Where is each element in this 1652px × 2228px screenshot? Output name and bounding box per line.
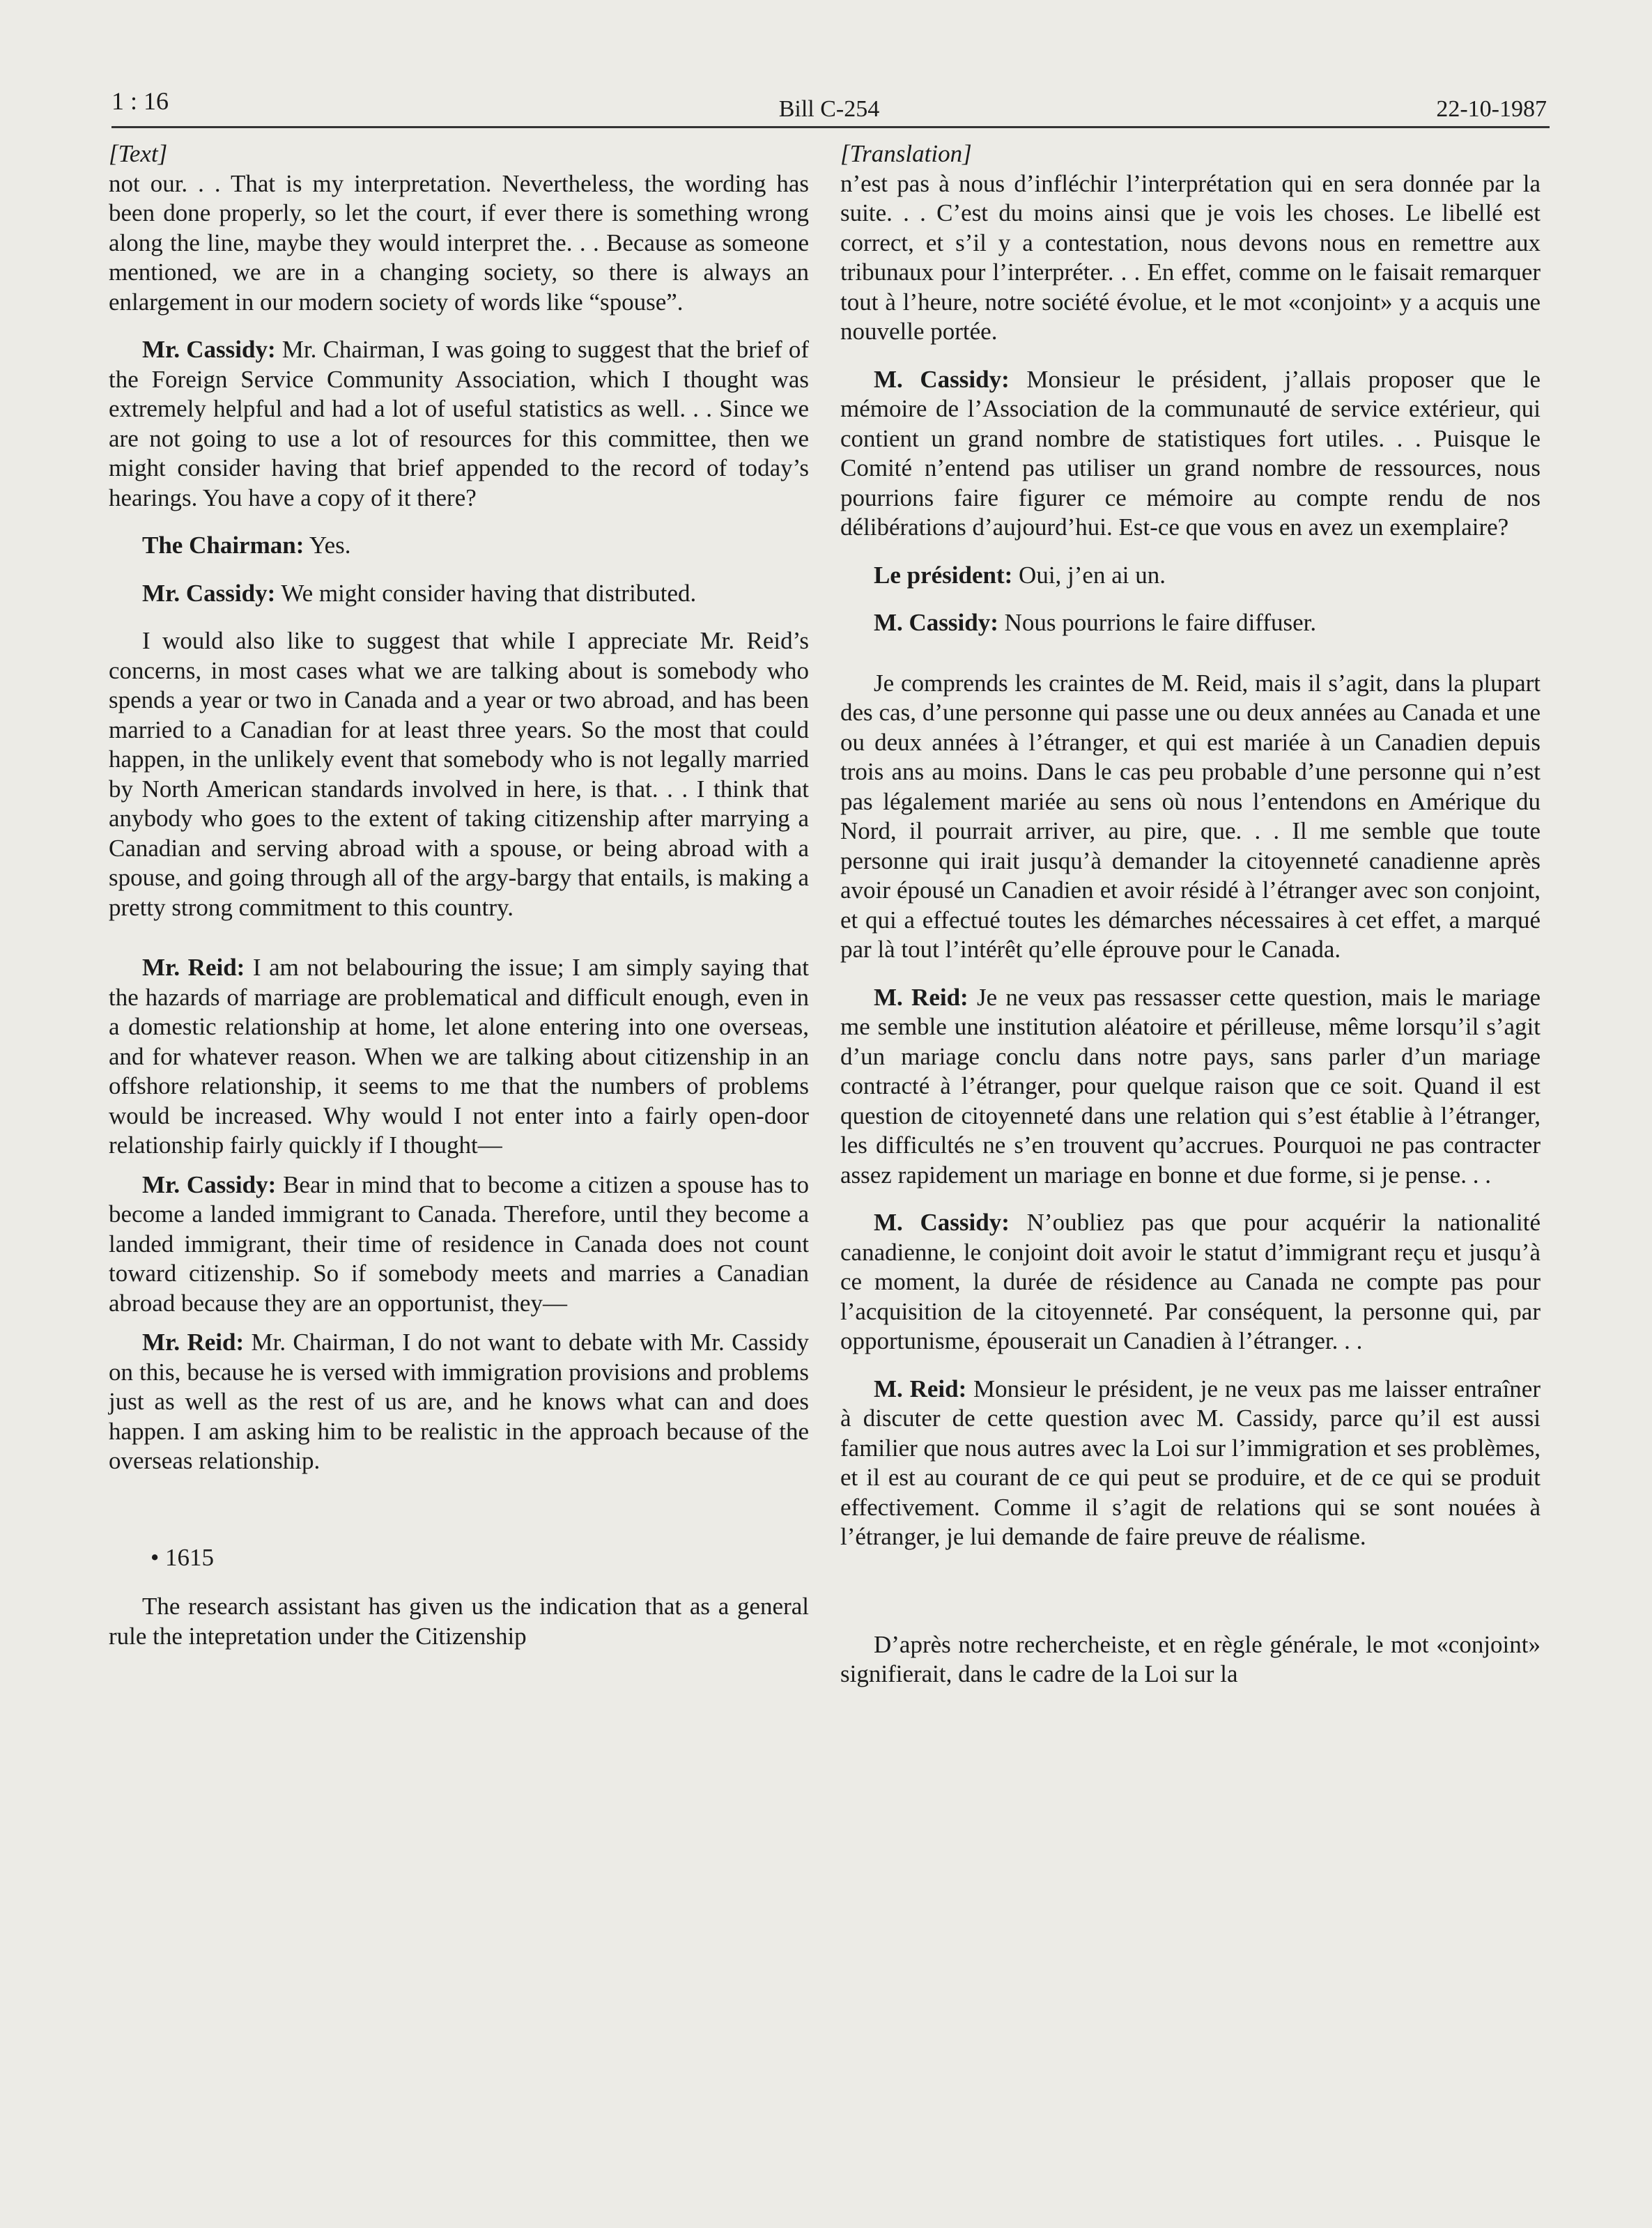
- paragraph: [109, 626, 809, 922]
- speaker-label: The Chairman:: [142, 532, 304, 559]
- paragraph-text: Monsieur le président, je ne veux pas me laisser entraîner à discuter de cette question avec M. Cassidy, parce qu’il est aussi familier que nous autres avec la Loi sur l’immigration et ses problèmes, et il est au courant de ce qui peut se produire, et de ce qui se produit effectivement. Comme il s’agit de relations qui se sont nouées à l’étranger, je lui demande de faire preuve de réalisme.: [840, 1375, 1541, 1550]
- english-column: [109, 139, 809, 1651]
- paragraph-text: We might consider having that distributed.: [281, 579, 697, 607]
- paragraph: [840, 561, 1541, 591]
- paragraph-text: Mr. Chairman, I do not want to debate with Mr. Cassidy on this, because he is versed with immigration provisions and problems just as well as the rest of us are, and he knows what can and does happen. I am asking him to be realistic in the approach because of the overseas relationship.: [109, 1329, 810, 1474]
- paragraph-text: Je ne veux pas ressasser cette question, mais le mariage me semble une institution aléatoire et périlleuse, même lorsqu’il s’agit d’un mariage conclu dans notre pays, sans parler d’un mariage contracté à l’étranger, pour quelque raison que ce soit. Quand il est question de citoyenneté dans une relation qui s’est établie à l’étranger, les difficultés ne s’en trouvent qu’accrues. Pourquoi ne pas contracter assez rapidement un mariage en bonne et due forme, si je pense. . .: [840, 983, 1541, 1189]
- paragraph-text: not our. . . That is my interpretation. Nevertheless, the wording has been done properly, so let the court, if ever there is something wrong along the line, maybe they would interpret the. . . Because as someone mentioned, we are in a changing society, so there is always an enlargement in our modern society of words like “spouse”.: [109, 169, 809, 316]
- paragraph-text: Je comprends les craintes de M. Reid, mais il s’agit, dans la plupart des cas, d’une personne qui passe une ou deux années au Canada et une ou deux années à l’étranger, et qui est mariée à un Canadien depuis trois ans au moins. Dans le cas peu probable d’une personne qui n’est pas légalement mariée au sens où nous l’entendons en Amérique du Nord, il pourrait arriver, au pire, que. . . Il me semble que toute personne qui irait jusqu’à demander la citoyenneté canadienne après avoir épousé un Canadien et avoir résidé à l’étranger avec son conjoint, et qui a effectué toutes les démarches nécessaires à cet effet, a marqué par là tout l’intérêt qu’elle éprouve pour le Canada.: [840, 669, 1541, 963]
- paragraph: [109, 169, 809, 318]
- paragraph-text: N’oubliez pas que pour acquérir la nationalité canadienne, le conjoint doit avoir le statut d’immigrant reçu et jusqu’à ce moment, la durée de résidence au Canada ne compte pas pour l’acquisition de la citoyenneté. Par conséquent, la personne qui, par opportunisme, épouserait un Canadien à l’étranger. . .: [840, 1209, 1541, 1354]
- closing-paragraph: [109, 1592, 809, 1651]
- paragraph-text: n’est pas à nous d’infléchir l’interprétation qui en sera donnée par la suite. . . C’est du moins ainsi que je vois les choses. Le libellé est correct, et s’il y a contestation, nous devons nous en remettre aux tribunaux pour l’interpréter. . . En effet, comme on le faisait remarquer tout à l’heure, notre société évolue, et le mot «conjoint» y a acquis une nouvelle portée.: [840, 169, 1541, 345]
- paragraph: [840, 1208, 1541, 1356]
- speaker-label: M. Reid:: [874, 983, 968, 1011]
- paragraph: [109, 579, 809, 609]
- paragraph: [840, 365, 1541, 543]
- paragraph: [109, 1170, 809, 1319]
- paragraph-text: I would also like to suggest that while I appreciate Mr. Reid’s concerns, in most cases what we are talking about is somebody who spends a year or two in Canada and a year or two abroad, and has been married to a Canadian for at least three years. So the most that could happen, in the unlikely event that somebody who is not legally married by North American standards involved in here, is that. . . I think that anybody who goes to the extent of taking citizenship after marrying a Canadian and serving abroad with a spouse, or being abroad with a spouse, and going through all of the argy-bargy that entails, is making a pretty strong commitment to this country.: [109, 627, 809, 921]
- paragraph-text: Mr. Chairman, I was going to suggest that the brief of the Foreign Service Community Association, which I thought was extremely helpful and had a lot of useful statistics as well. . . Since we are not going to use a lot of resources for this committee, then we might consider having that brief appended to the record of today’s hearings. You have a copy of it there?: [109, 336, 809, 511]
- page-number: 1 : 16: [111, 87, 169, 115]
- speaker-label: Mr. Reid:: [142, 1329, 245, 1356]
- header-date: 22-10-1987: [1436, 96, 1547, 122]
- paragraph-text: D’après notre rechercheiste, et en règle générale, le mot «conjoint» signifierait, dans le cadre de la Loi sur la: [840, 1630, 1541, 1687]
- paragraph: [109, 335, 809, 513]
- french-column: [840, 139, 1541, 1689]
- paragraph: [109, 1328, 809, 1476]
- paragraph: [840, 669, 1541, 965]
- speaker-label: M. Cassidy:: [874, 365, 1010, 393]
- paragraph-text: Yes.: [309, 532, 351, 559]
- paragraph: [109, 531, 809, 561]
- bill-title: Bill C-254: [778, 96, 880, 122]
- section-label-translation: [Translation]: [840, 140, 972, 167]
- closing-paragraph: [840, 1630, 1541, 1689]
- section-label-text: [Text]: [109, 140, 168, 167]
- speaker-label: Mr. Cassidy:: [142, 336, 276, 363]
- header-rule: [111, 126, 1550, 128]
- speaker-label: M. Reid:: [874, 1375, 967, 1402]
- paragraph: [840, 983, 1541, 1191]
- paragraph-text: Bear in mind that to become a citizen a spouse has to become a landed immigrant to Canada. Therefore, until they become a landed immigrant, their time of residence in Canada does not count toward citizenship. So if somebody meets and marries a Canadian abroad because they are an opportunist, they—: [109, 1170, 810, 1317]
- paragraph: [840, 608, 1541, 638]
- speaker-label: Mr. Reid:: [142, 954, 245, 981]
- speaker-label: M. Cassidy:: [874, 1209, 1010, 1236]
- paragraph: [840, 169, 1541, 347]
- paragraph-text: Nous pourrions le faire diffuser.: [1004, 609, 1317, 636]
- speaker-label: Mr. Cassidy:: [142, 579, 276, 607]
- time-marker: • 1615: [150, 1543, 215, 1571]
- paragraph: [109, 953, 809, 1161]
- paragraph-text: Oui, j’en ai un.: [1019, 561, 1166, 589]
- paragraph-text: Monsieur le président, j’allais proposer que le mémoire de l’Association de la communauté de service extérieur, qui contient un grand nombre de statistiques fort utiles. . . Puisque le Comité n’entend pas utiliser un grand nombre de ressources, nous pourrions faire figurer ce mémoire au compte rendu de nos délibérations d’aujourd’hui. Est-ce que vous en avez un exemplaire?: [840, 365, 1541, 541]
- paragraph-text: I am not belabouring the issue; I am simply saying that the hazards of marriage are problematical and difficult enough, even in a domestic relationship at home, let alone entering into one overseas, and for whatever reason. When we are talking about citizenship in an offshore relationship, it seems to me that the numbers of problems would be increased. Why would I not enter into a fairly open-door relationship fairly quickly if I thought—: [109, 954, 810, 1159]
- speaker-label: M. Cassidy:: [874, 609, 998, 636]
- paragraph: [840, 1375, 1541, 1552]
- paragraph-text: The research assistant has given us the indication that as a general rule the intepretation under the Citizenship: [109, 1593, 809, 1650]
- speaker-label: Le président:: [874, 561, 1013, 589]
- speaker-label: Mr. Cassidy:: [142, 1170, 277, 1198]
- page-header: [111, 84, 1547, 125]
